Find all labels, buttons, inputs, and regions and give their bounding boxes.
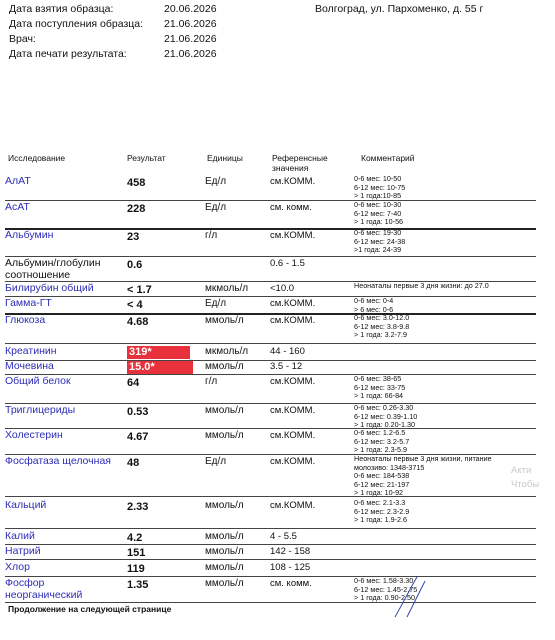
reference-range: 44 - 160	[270, 346, 305, 357]
test-name: Хлор	[5, 561, 30, 573]
table-row	[5, 374, 536, 404]
table-row	[5, 281, 536, 297]
table-row	[5, 576, 536, 603]
unit: ммоль/л	[205, 361, 244, 372]
test-name: Общий белок	[5, 375, 71, 387]
table-row	[5, 359, 536, 375]
test-name: АлАТ	[5, 175, 31, 187]
comment: 0-6 мес: 1.58-3.30 6-12 мес: 1.45-2.75 > 1 года: 0.90-2.50	[354, 576, 418, 603]
unit: Ед/л	[205, 298, 227, 309]
result-value: 1.35	[127, 579, 149, 591]
test-name: Креатинин	[5, 345, 57, 357]
result-value: 4.67	[127, 431, 149, 443]
reference-range: см.КОММ.	[270, 456, 316, 467]
header-row-doctor	[9, 33, 217, 45]
comment: Неонаталы первые 3 дня жизни, питание молозиво: 1348-3715 0-6 мес: 184-538 6-12 мес: 21-197 > 1 года: 10-92	[354, 454, 492, 498]
comment: 0-6 мес: 38-65 6-12 мес: 33-75 > 1 года: 66-84	[354, 374, 406, 401]
reference-range: см.КОММ.	[270, 500, 316, 511]
unit: ммоль/л	[205, 430, 244, 441]
pen-scribble	[385, 575, 455, 620]
reference-range: 4 - 5.5	[270, 531, 297, 542]
test-name: Глюкоза	[5, 314, 46, 326]
reference-range: см.КОММ.	[270, 230, 316, 241]
header-label: Дата печати результата:	[9, 48, 127, 60]
result-value: 23	[127, 231, 140, 243]
unit: ммоль/л	[205, 546, 244, 557]
test-name: Альбумин	[5, 229, 54, 241]
unit: ммоль/л	[205, 405, 244, 416]
header-label: Дата взятия образца:	[9, 3, 114, 15]
test-name: Билирубин общий	[5, 282, 94, 294]
test-name: Триглицериды	[5, 404, 76, 416]
table-row	[5, 313, 536, 344]
test-name: Кальций	[5, 499, 47, 511]
comment: 0-6 мес: 0-4 > 6 мес: 0-6	[354, 296, 394, 314]
unit: г/л	[205, 376, 218, 387]
reference-range: 0.6 - 1.5	[270, 258, 305, 269]
header-value: 21.06.2026	[164, 33, 217, 45]
table-row	[5, 403, 536, 429]
result-value: 0.6	[127, 259, 143, 271]
test-name: Фосфатаза щелочная	[5, 455, 111, 467]
result-value: 2.33	[127, 501, 149, 513]
test-name: Гамма-ГТ	[5, 297, 52, 309]
column-header-unit: Единицы	[207, 153, 243, 163]
unit: ммоль/л	[205, 562, 244, 573]
column-header-result: Результат	[127, 153, 166, 163]
result-value: 4.68	[127, 316, 149, 328]
result-value: 119	[127, 563, 145, 575]
header-label: Дата поступления образца:	[9, 18, 144, 30]
table-row	[5, 544, 536, 560]
table-row	[5, 529, 536, 545]
comment: 0-6 мес: 0.26-3.30 6-12 мес: 0.39-1.10 > 1 года: 0.20-1.30	[354, 403, 418, 430]
result-value: 319*	[127, 346, 190, 359]
column-header-ref: Референсные значения	[272, 153, 328, 173]
reference-range: см.КОММ.	[270, 376, 316, 387]
unit: г/л	[205, 230, 218, 241]
lab-address: Волгоград, ул. Пархоменко, д. 55 г	[315, 3, 484, 15]
result-value: 458	[127, 177, 146, 189]
comment: 0-6 мес: 10-30 6-12 мес: 7-40 > 1 года: 10-56	[354, 200, 404, 227]
comment: 0-6 мес: 2.1-3.3 6-12 мес: 2.3-2.9 > 1 года: 1.9-2.6	[354, 498, 410, 525]
header-row-print-date	[9, 48, 217, 60]
table-row	[5, 560, 536, 577]
comment: 0-6 мес: 3.0-12.0 6-12 мес: 3.8-9.8 > 1 года: 3.2-7.9	[354, 313, 410, 340]
test-name: Альбумин/глобулин соотношение	[5, 257, 101, 281]
test-name: Калий	[5, 530, 35, 542]
column-header-test: Исследование	[8, 153, 66, 163]
reference-range: 142 - 158	[270, 546, 311, 557]
watermark-line: Чтобы	[511, 479, 540, 490]
reference-range: см. комм.	[270, 578, 312, 589]
comment: 0-6 мес: 1.2-6.5 6-12 мес: 3.2-5.7 > 1 года: 2.3-5.9	[354, 428, 410, 455]
unit: мкмоль/л	[205, 346, 249, 357]
unit: Ед/л	[205, 202, 227, 213]
result-value: 228	[127, 203, 146, 215]
unit: ммоль/л	[205, 500, 244, 511]
unit: Ед/л	[205, 456, 227, 467]
header-row-sample-date	[9, 3, 217, 15]
unit: мкмоль/л	[205, 283, 249, 294]
watermark-line: Акти	[511, 465, 532, 476]
result-value: 4.2	[127, 532, 143, 544]
test-name: АсАТ	[5, 201, 30, 213]
table-row	[5, 454, 536, 497]
reference-range: см. комм.	[270, 202, 312, 213]
header-value: 21.06.2026	[164, 48, 217, 60]
column-header-comment: Комментарий	[361, 153, 415, 163]
reference-range: см.КОММ.	[270, 405, 316, 416]
result-value: 48	[127, 457, 140, 469]
test-name: Холестерин	[5, 429, 63, 441]
table-row	[5, 228, 536, 257]
reference-range: 3.5 - 12	[270, 361, 303, 372]
result-value: 15.0*	[127, 361, 193, 374]
header-label: Врач:	[9, 33, 36, 45]
comment: 0-6 мес: 10-50 6-12 мес: 10-75 > 1 года:10-85	[354, 174, 406, 201]
result-value: 64	[127, 377, 140, 389]
table-row	[5, 428, 536, 455]
comment: Неонаталы первые 3 дня жизни: до 27.0	[354, 281, 489, 290]
table-row	[5, 498, 536, 529]
unit: ммоль/л	[205, 578, 244, 589]
reference-range: см.КОММ.	[270, 298, 316, 309]
test-name: Мочевина	[5, 360, 54, 372]
header-value: 21.06.2026	[164, 18, 217, 30]
result-value: < 1.7	[127, 284, 152, 296]
reference-range: см.КОММ.	[270, 315, 316, 326]
continued-note: Продолжение на следующей странице	[8, 604, 172, 614]
reference-range: см.КОММ.	[270, 176, 316, 187]
activation-watermark	[511, 464, 539, 492]
table-row	[5, 256, 536, 282]
comment: 0-6 мес: 19-30 6-12 мес: 24-38 >1 года: 24-39	[354, 228, 406, 255]
table-row	[5, 174, 536, 201]
reference-range: <10.0	[270, 283, 295, 294]
test-name: Натрий	[5, 545, 41, 557]
unit: ммоль/л	[205, 315, 244, 326]
header-value: 20.06.2026	[164, 3, 217, 15]
header-row-received-date	[9, 18, 217, 30]
result-value: < 4	[127, 299, 143, 311]
test-name: Фосфор неорганический	[5, 577, 83, 601]
unit: Ед/л	[205, 176, 227, 187]
result-value: 151	[127, 547, 146, 559]
reference-range: 108 - 125	[270, 562, 311, 573]
reference-range: см.КОММ.	[270, 430, 316, 441]
unit: ммоль/л	[205, 531, 244, 542]
result-value: 0.53	[127, 406, 149, 418]
table-row	[5, 200, 536, 230]
